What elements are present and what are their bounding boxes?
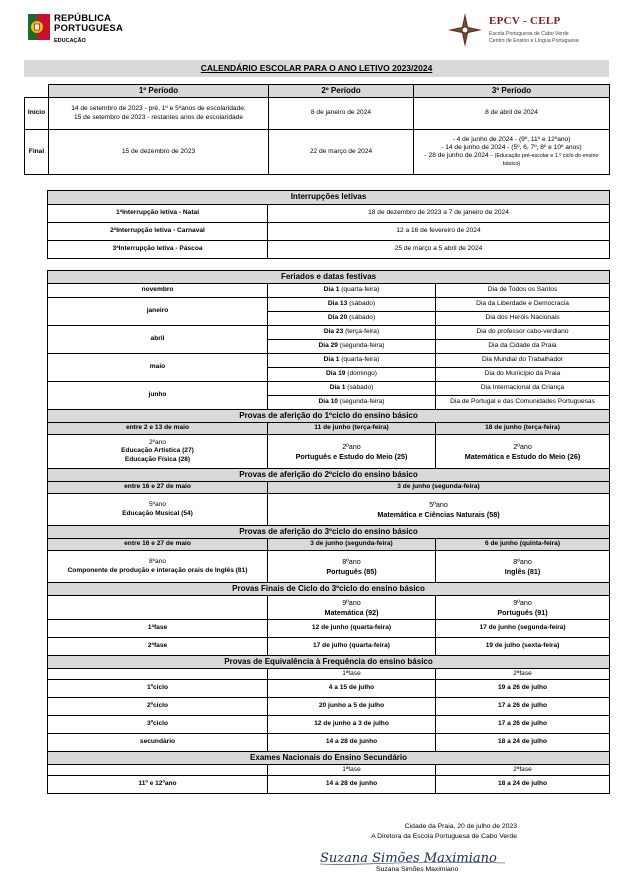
holiday-day-number: Dia 19 bbox=[326, 370, 346, 378]
page-title: CALENDÁRIO ESCOLAR PARA O ANO LETIVO 2023/2024 bbox=[24, 60, 609, 77]
school-year: 8ºano bbox=[148, 558, 167, 565]
interruptions-title: Interrupções letivas bbox=[48, 191, 610, 205]
holiday-day-number: Dia 20 bbox=[327, 314, 348, 322]
period-1-start bbox=[49, 98, 269, 130]
holiday-desc: Dia da Cidade da Praia bbox=[436, 340, 610, 354]
subject: Matemática e Estudo do Meio (26) bbox=[464, 451, 581, 461]
subject: Educação Física (28) bbox=[124, 455, 191, 463]
holiday-desc: Dia da Liberdade e Democracia bbox=[436, 298, 610, 312]
aferição-3-subject bbox=[48, 551, 268, 583]
interruptions-table bbox=[47, 190, 610, 259]
gov-name bbox=[54, 14, 123, 34]
holiday-day bbox=[268, 312, 436, 326]
holiday-desc: Dia do professor cabo-verdiano bbox=[436, 326, 610, 340]
holiday-weekday: (quarta-feira) bbox=[339, 356, 380, 364]
equivalencia-date: 18 a 24 de julho bbox=[436, 734, 610, 752]
finais-date: 12 de junho (quarta-feira) bbox=[268, 620, 436, 638]
period-3-end-line1: - 4 de junho de 2024 - (9º, 11º e 12ºano) bbox=[452, 136, 571, 143]
aferição-3-date: 6 de junho (quinta-feira) bbox=[436, 539, 610, 551]
month-may: maio bbox=[48, 354, 268, 382]
portuguese-republic-emblem-icon bbox=[28, 14, 50, 40]
holiday-day bbox=[268, 396, 436, 410]
equivalencia-date: 17 a 26 de julho bbox=[436, 698, 610, 716]
holiday-desc: Dia dos Heróis Nacionais bbox=[436, 312, 610, 326]
aferição-3-title: Provas de aferição do 3ºciclo do ensino básico bbox=[48, 526, 610, 539]
holiday-desc: Dia do Município da Praia bbox=[436, 368, 610, 382]
period-1-header: 1º Período bbox=[49, 85, 269, 98]
school-subtitle bbox=[489, 31, 579, 44]
equivalencia-phase-1: 1ªfase bbox=[268, 669, 436, 680]
aferição-1-date: 18 de junho (terça-feira) bbox=[436, 423, 610, 435]
periods-table bbox=[24, 84, 610, 175]
school-title: EPCV - CELP bbox=[489, 15, 561, 27]
page-header bbox=[0, 0, 629, 58]
holiday-weekday: (sábado) bbox=[345, 384, 374, 392]
holiday-desc: Dia Internacional da Criança bbox=[436, 382, 610, 396]
aferição-3-subject bbox=[268, 551, 436, 583]
equivalencia-cycle: 3ºciclo bbox=[48, 716, 268, 734]
period-1-start-line2: 15 de setembro de 2023 - restantes anos de escolaridade bbox=[74, 113, 243, 121]
school-subtitle-line2: Centro de Ensino e Língua Portuguesa bbox=[489, 37, 579, 44]
school-year: 5ºano bbox=[429, 499, 448, 509]
school-year: 2ºano bbox=[342, 441, 361, 451]
holiday-day-number: Dia 23 bbox=[323, 328, 344, 336]
holiday-weekday: (segunda-feira) bbox=[337, 398, 385, 406]
month-january: janeiro bbox=[48, 298, 268, 326]
signatory-name: Suzana Simões Maximiano bbox=[376, 866, 459, 873]
gov-name-line2: PORTUGUESA bbox=[54, 23, 124, 34]
equivalencia-cycle: 2ºciclo bbox=[48, 698, 268, 716]
period-3-start: 8 de abril de 2024 bbox=[414, 98, 610, 130]
aferição-1-subject bbox=[436, 435, 610, 469]
gov-name-line1: REPÚBLICA bbox=[54, 13, 112, 24]
holidays-title: Feriados e datas festivas bbox=[48, 271, 610, 284]
holiday-day bbox=[268, 368, 436, 382]
exames-corner bbox=[48, 765, 268, 776]
subject: Inglês (81) bbox=[504, 566, 541, 576]
finais-subject bbox=[436, 596, 610, 620]
equivalencia-cycle: 1ºciclo bbox=[48, 680, 268, 698]
period-2-header: 2º Período bbox=[269, 85, 414, 98]
holiday-desc: Dia de Todos os Santos bbox=[436, 284, 610, 298]
aferição-2-date: entre 16 e 27 de maio bbox=[48, 482, 268, 494]
holiday-day bbox=[268, 284, 436, 298]
finais-date: 19 de julho (sexta-feira) bbox=[436, 638, 610, 656]
finais-corner bbox=[48, 596, 268, 620]
aferição-1-date: entre 2 e 13 de maio bbox=[48, 423, 268, 435]
gov-subtitle: EDUCAÇÃO bbox=[54, 38, 86, 44]
start-label: Início bbox=[25, 98, 49, 130]
period-3-end bbox=[414, 130, 610, 175]
interruption-2-value: 12 a 16 de fevereiro de 2024 bbox=[268, 223, 610, 241]
aferição-3-date: 3 de junho (segunda-feira) bbox=[268, 539, 436, 551]
school-year: 9ºano bbox=[342, 597, 361, 607]
holiday-day-number: Dia 13 bbox=[327, 300, 348, 308]
equivalencia-date: 20 junho a 5 de julho bbox=[268, 698, 436, 716]
school-year: 5ºano bbox=[148, 501, 167, 508]
holiday-weekday: (terça-feira) bbox=[343, 328, 380, 336]
aferição-1-subject bbox=[268, 435, 436, 469]
month-april: abril bbox=[48, 326, 268, 354]
subject: Português (91) bbox=[497, 607, 548, 617]
holiday-day bbox=[268, 298, 436, 312]
aferição-2-subject bbox=[268, 494, 610, 526]
school-year: 2ºano bbox=[148, 438, 167, 446]
finais-title: Provas Finais de Ciclo do 3ºciclo do ensino básico bbox=[48, 583, 610, 596]
equivalencia-phase-2: 2ªfase bbox=[436, 669, 610, 680]
school-year: 9ºano bbox=[513, 597, 532, 607]
finais-phase-2: 2ªfase bbox=[48, 638, 268, 656]
holiday-day-number: Dia 29 bbox=[318, 342, 338, 350]
holiday-weekday: (domingo) bbox=[345, 370, 377, 378]
holiday-day bbox=[268, 326, 436, 340]
equivalencia-date: 19 a 26 de julho bbox=[436, 680, 610, 698]
aferição-1-subject bbox=[48, 435, 268, 469]
period-1-start-line1: 14 de setembro de 2023 - pré, 1º e 5ºanos de escolaridade; bbox=[71, 105, 246, 112]
subject: Componente de produção e interação orais de Inglês (81) bbox=[67, 566, 248, 574]
aferição-1-title: Provas de aferição do 1ºciclo do ensino básico bbox=[48, 410, 610, 423]
interruption-3-label: 3ªInterrupção letiva - Páscoa bbox=[48, 241, 268, 259]
period-2-end: 22 de março de 2024 bbox=[269, 130, 414, 175]
school-year: 8ºano bbox=[513, 556, 532, 566]
subject: Português (85) bbox=[326, 566, 377, 576]
holiday-day-number: Dia 10 bbox=[318, 398, 338, 406]
interruption-2-label: 2ªInterrupção letiva - Carnaval bbox=[48, 223, 268, 241]
holiday-day-number: Dia 1 bbox=[323, 286, 340, 294]
equivalencia-date: 12 de junho a 3 de julho bbox=[268, 716, 436, 734]
period-3-end-line3 bbox=[416, 152, 607, 168]
holiday-desc: Dia Mundial do Trabalhador bbox=[436, 354, 610, 368]
equivalencia-date: 4 a 15 de julho bbox=[268, 680, 436, 698]
holidays-and-exams-table bbox=[47, 270, 610, 794]
equivalencia-title: Provas de Equivalência à Frequência do ensino básico bbox=[48, 656, 610, 669]
interruption-1-label: 1ªInterrupção letiva - Natal bbox=[48, 205, 268, 223]
subject: Educação Artística (27) bbox=[121, 447, 194, 455]
school-year: 8ºano bbox=[342, 556, 361, 566]
subject: Matemática e Ciências Naturais (58) bbox=[377, 509, 500, 519]
aferição-2-subject bbox=[48, 494, 268, 526]
month-june: junho bbox=[48, 382, 268, 410]
finais-phase-1: 1ªfase bbox=[48, 620, 268, 638]
exames-date: 14 a 28 de junho bbox=[268, 776, 436, 794]
exames-phase-2: 2ªfase bbox=[436, 765, 610, 776]
signature-block bbox=[371, 822, 517, 842]
holiday-day-number: Dia 1 bbox=[329, 384, 346, 392]
holiday-weekday: (sábado) bbox=[347, 314, 376, 322]
holiday-weekday: (sábado) bbox=[347, 300, 376, 308]
school-year: 2ºano bbox=[513, 441, 532, 451]
period-3-end-line2: - 14 de junho de 2024 - (5º, 6, 7º, 8º e 10º anos) bbox=[441, 144, 582, 151]
handwritten-signature bbox=[320, 846, 510, 868]
equivalencia-date: 17 a 26 de julho bbox=[436, 716, 610, 734]
finais-subject bbox=[268, 596, 436, 620]
month-november: novembro bbox=[48, 284, 268, 298]
holiday-day bbox=[268, 354, 436, 368]
holiday-day bbox=[268, 340, 436, 354]
aferição-1-date: 11 de junho (terça-feira) bbox=[268, 423, 436, 435]
holiday-day bbox=[268, 382, 436, 396]
aferição-2-title: Provas de aferição do 2ºciclo do ensino básico bbox=[48, 469, 610, 482]
equivalencia-date: 14 a 28 de junho bbox=[268, 734, 436, 752]
subject: Português e Estudo do Meio (25) bbox=[295, 451, 408, 461]
subject: Matemática (92) bbox=[324, 607, 379, 617]
signature-text: Suzana Simões Maximiano bbox=[320, 851, 497, 866]
exames-title: Exames Nacionais do Ensino Secundário bbox=[48, 752, 610, 765]
holiday-weekday: (segunda-feira) bbox=[337, 342, 385, 350]
aferição-3-subject bbox=[436, 551, 610, 583]
period-2-start: 8 de janeiro de 2024 bbox=[269, 98, 414, 130]
exames-phase-1: 1ªfase bbox=[268, 765, 436, 776]
holiday-weekday: (quarta-feira) bbox=[339, 286, 380, 294]
period-3-header: 3º Período bbox=[414, 85, 610, 98]
interruption-1-value: 18 de dezembro de 2023 a 7 de janeiro de 2024 bbox=[268, 205, 610, 223]
place-date: Cidade da Praia, 20 de julho de 2023 bbox=[404, 823, 517, 830]
compass-rose-logo-icon bbox=[447, 12, 483, 48]
finais-date: 17 de junho (segunda-feira) bbox=[436, 620, 610, 638]
period-3-end-line3-date: - 28 de junho de 2024 - bbox=[424, 152, 493, 159]
period-3-end-line3-note: (Educação pré-escolar e 1.º ciclo do ensino básico) bbox=[494, 153, 599, 167]
exames-years: 11º e 12ºano bbox=[48, 776, 268, 794]
school-subtitle-line1: Escola Portuguesa de Cabo Verde bbox=[489, 31, 569, 37]
end-label: Final bbox=[25, 130, 49, 175]
equivalencia-corner bbox=[48, 669, 268, 680]
holiday-day-number: Dia 1 bbox=[323, 356, 340, 364]
period-1-end: 15 de dezembro de 2023 bbox=[49, 130, 269, 175]
equivalencia-cycle: secundário bbox=[48, 734, 268, 752]
interruption-3-value: 25 de março a 5 abril de 2024 bbox=[268, 241, 610, 259]
subject: Educação Musical (54) bbox=[122, 509, 193, 517]
aferição-2-date: 3 de junho (segunda-feira) bbox=[268, 482, 610, 494]
signatory-role: A Diretora da Escola Portuguesa de Cabo Verde bbox=[371, 833, 517, 840]
finais-date: 17 de julho (quarta-feira) bbox=[268, 638, 436, 656]
aferição-3-date: entre 16 e 27 de maio bbox=[48, 539, 268, 551]
exames-date: 18 a 24 de julho bbox=[436, 776, 610, 794]
empty-corner bbox=[25, 85, 49, 98]
holiday-desc: Dia de Portugal e das Comunidades Portuguesas bbox=[436, 396, 610, 410]
